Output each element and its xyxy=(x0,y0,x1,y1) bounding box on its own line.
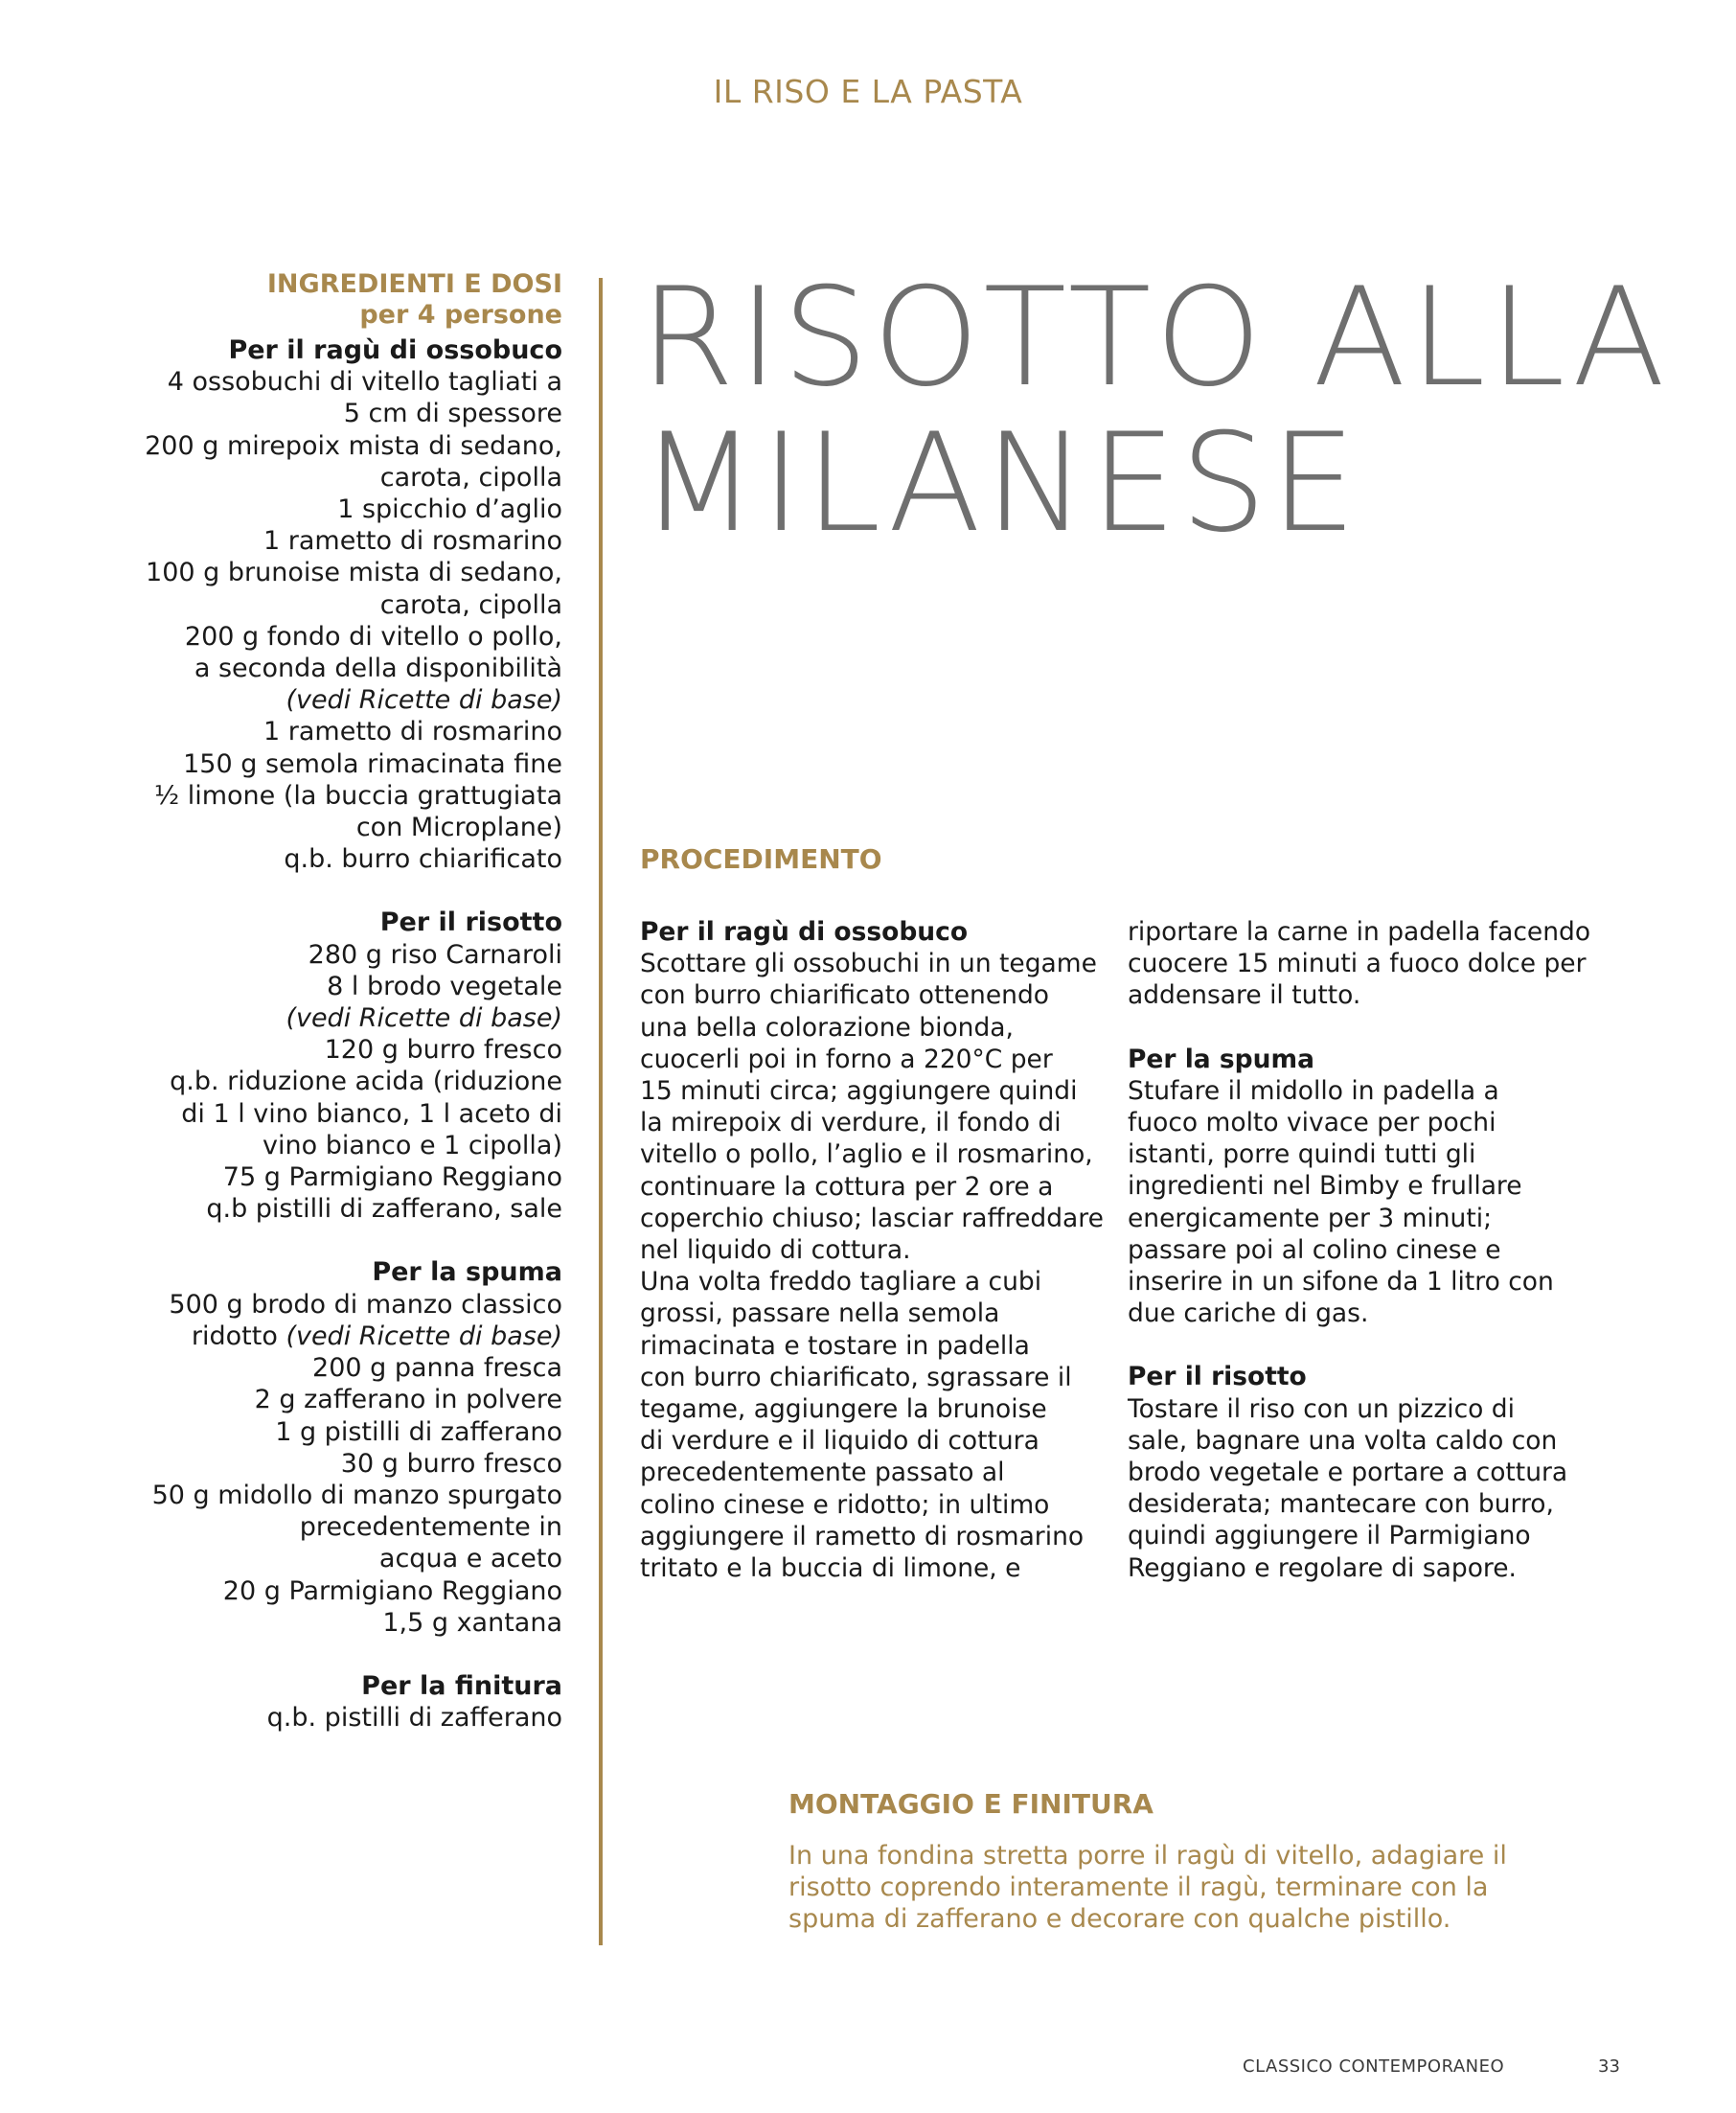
ragu-ingredient-line: 200 g mirepoix mista di sedano, xyxy=(145,430,562,461)
spuma-step-line: passare poi al colino cinese e xyxy=(1128,1234,1501,1265)
ragu-ingredient-line: (vedi Ricette di base) xyxy=(286,685,562,716)
procedimento-column-2 xyxy=(1128,916,1626,1584)
ragu-ingredient-line: 1 spicchio d’aglio xyxy=(337,494,562,525)
ragu-step-line: Scottare gli ossobuchi in un tegame xyxy=(640,949,1097,979)
ragu-step-line: cuocerli poi in forno a 220°C per xyxy=(640,1044,1053,1074)
ragu-step-line: vitello o pollo, l’aglio e il rosmarino, xyxy=(640,1139,1093,1170)
spuma-step-line: energicamente per 3 minuti; xyxy=(1128,1203,1493,1233)
spuma-step-line: fuoco molto vivace per pochi xyxy=(1128,1108,1496,1138)
spuma-ingredient-line: 30 g burro fresco xyxy=(340,1448,562,1479)
procedimento-heading: PROCEDIMENTO xyxy=(640,843,882,875)
risotto-ingredient-line: 75 g Parmigiano Reggiano xyxy=(222,1162,562,1193)
montaggio-line: In una fondina stretta porre il ragù di vitello, adagiare il xyxy=(788,1841,1507,1871)
ragu-ingredient-line: 1 rametto di rosmarino xyxy=(263,717,562,747)
montaggio-line: risotto coprendo interamente il ragù, terminare con la xyxy=(788,1872,1489,1903)
ragu-ingredient-line: carota, cipolla xyxy=(379,462,562,493)
ragu-ingredient-line: a seconda della disponibilità xyxy=(194,654,562,684)
ragu-step-line: colino cinese e ridotto; in ultimo xyxy=(640,1489,1050,1520)
ragu-step-line: coperchio chiuso; lasciar raffreddare xyxy=(640,1203,1104,1233)
ragu-ingredient-line: con Microplane) xyxy=(355,813,562,843)
spuma-ingredient-line: precedentemente in xyxy=(299,1512,562,1543)
ragu-ingredient-line: q.b. burro chiarificato xyxy=(284,844,562,875)
ragu-step-line: tegame, aggiungere la brunoise xyxy=(640,1394,1047,1425)
spuma-ingredient-line: acqua e aceto xyxy=(378,1544,562,1574)
spuma-ingredient-line: 1,5 g xantana xyxy=(382,1607,562,1638)
recipe-title xyxy=(640,259,1713,563)
spuma-step-line: ingredienti nel Bimby e frullare xyxy=(1128,1171,1522,1202)
ragu-step-line: addensare il tutto. xyxy=(1128,980,1361,1011)
ingredients-column xyxy=(26,269,562,1734)
risotto-ingredient-line: 280 g riso Carnaroli xyxy=(308,939,562,970)
risotto-ingredient-line: vino bianco e 1 cipolla) xyxy=(263,1130,562,1160)
recipe-title-line: MILANESE xyxy=(640,404,1360,563)
montaggio-heading: MONTAGGIO E FINITURA xyxy=(788,1788,1154,1820)
ragu-step-line: di verdure e il liquido di cottura xyxy=(640,1426,1039,1457)
risotto-step-line: sale, bagnare una volta caldo con xyxy=(1128,1425,1558,1456)
spuma-ingredient-line: 50 g midollo di manzo spurgato xyxy=(151,1480,562,1510)
vertical-divider xyxy=(599,278,603,1945)
risotto-ingredient-line: q.b. riduzione acida (riduzione xyxy=(170,1067,562,1097)
ragu-step-line: 15 minuti circa; aggiungere quindi xyxy=(640,1076,1078,1107)
spuma-ingredient-line: 500 g brodo di manzo classico xyxy=(169,1289,562,1320)
ragu-ingredient-line: 150 g semola rimacinata fine xyxy=(183,748,562,779)
risotto-step-line: desiderata; mantecare con burro, xyxy=(1128,1489,1554,1520)
servings-label: per 4 persone xyxy=(359,300,562,330)
page-number: 33 xyxy=(1598,2056,1620,2077)
risotto-step-line: quindi aggiungere il Parmigiano xyxy=(1128,1521,1531,1551)
ragu-ingredient-line: 1 rametto di rosmarino xyxy=(263,526,562,557)
spuma-ingredient-reference: (vedi Ricette di base) xyxy=(286,1321,562,1351)
risotto-ingredient-line: 120 g burro fresco xyxy=(324,1035,562,1066)
montaggio-text xyxy=(788,1840,1574,1936)
spuma-ingredient-text: ridotto xyxy=(191,1321,286,1351)
spuma-steps-title: Per la spuma xyxy=(1128,1044,1314,1074)
ragu-ingredient-line: 200 g fondo di vitello o pollo, xyxy=(184,621,562,652)
ragu-ingredient-line: 4 ossobuchi di vitello tagliati a xyxy=(167,367,562,398)
ragu-step-line: la mirepoix di verdure, il fondo di xyxy=(640,1108,1062,1138)
ragu-ingredient-line: ½ limone (la buccia grattugiata xyxy=(153,780,562,811)
ragu-step-line: con burro chiarificato, sgrassare il xyxy=(640,1362,1072,1392)
spuma-step-line: istanti, porre quindi tutti gli xyxy=(1128,1139,1476,1170)
risotto-ingredient-line: (vedi Ricette di base) xyxy=(286,1003,562,1034)
montaggio-line: spuma di zafferano e decorare con qualche pistillo. xyxy=(788,1904,1451,1935)
ragu-step-line: rimacinata e tostare in padella xyxy=(640,1330,1030,1361)
ragu-step-line: aggiungere il rametto di rosmarino xyxy=(640,1521,1085,1551)
ragu-step-line: continuare la cottura per 2 ore a xyxy=(640,1171,1054,1202)
risotto-step-line: Tostare il riso con un pizzico di xyxy=(1128,1393,1515,1424)
spuma-ingredient-line: 1 g pistilli di zafferano xyxy=(275,1416,562,1447)
ragu-step-line: una bella colorazione bionda, xyxy=(640,1012,1014,1043)
spuma-ingredient-line: 20 g Parmigiano Reggiano xyxy=(222,1575,562,1606)
risotto-ingredients-title: Per il risotto xyxy=(379,907,562,938)
recipe-title-line: RISOTTO ALLA xyxy=(640,259,1670,417)
spuma-ingredients-title: Per la spuma xyxy=(372,1257,562,1288)
section-header: IL RISO E LA PASTA xyxy=(713,73,1023,110)
ragu-step-line: nel liquido di cottura. xyxy=(640,1235,911,1266)
ragu-ingredient-line: 5 cm di spessore xyxy=(343,399,562,429)
ragu-ingredient-line: carota, cipolla xyxy=(379,589,562,620)
spuma-ingredient-line: 200 g panna fresca xyxy=(312,1353,562,1384)
ragu-step-line: Una volta freddo tagliare a cubi xyxy=(640,1267,1042,1298)
ragu-step-line: riportare la carne in padella facendo xyxy=(1128,917,1591,947)
spuma-step-line: inserire in un sifone da 1 litro con xyxy=(1128,1267,1554,1298)
risotto-ingredient-line: di 1 l vino bianco, 1 l aceto di xyxy=(181,1098,562,1129)
spuma-ingredient-line: 2 g zafferano in polvere xyxy=(254,1385,562,1415)
spuma-step-line: due cariche di gas. xyxy=(1128,1298,1369,1329)
ragu-steps-title: Per il ragù di ossobuco xyxy=(640,917,969,947)
risotto-step-line: Reggiano e regolare di sapore. xyxy=(1128,1552,1517,1583)
procedimento-column-1 xyxy=(640,916,1119,1584)
risotto-ingredient-line: 8 l brodo vegetale xyxy=(327,971,562,1001)
spuma-ingredient-line xyxy=(26,1321,562,1352)
footer-book-title: CLASSICO CONTEMPORANEO xyxy=(1243,2056,1505,2077)
spuma-step-line: Stufare il midollo in padella a xyxy=(1128,1075,1499,1106)
ragu-step-line: tritato e la buccia di limone, e xyxy=(640,1553,1021,1584)
ragu-ingredients-title: Per il ragù di ossobuco xyxy=(228,335,562,365)
ragu-ingredient-line: 100 g brunoise mista di sedano, xyxy=(146,558,562,588)
ingredients-heading: INGREDIENTI E DOSI xyxy=(266,269,562,299)
risotto-ingredient-line: q.b pistilli di zafferano, sale xyxy=(206,1194,562,1225)
ragu-step-line: precedentemente passato al xyxy=(640,1458,1005,1488)
ragu-step-line: cuocere 15 minuti a fuoco dolce per xyxy=(1128,949,1587,979)
risotto-steps-title: Per il risotto xyxy=(1128,1362,1307,1392)
risotto-step-line: brodo vegetale e portare a cottura xyxy=(1128,1458,1568,1488)
ragu-step-line: grossi, passare nella semola xyxy=(640,1298,1000,1329)
finitura-ingredients-title: Per la finitura xyxy=(361,1670,562,1701)
finitura-ingredient-line: q.b. pistilli di zafferano xyxy=(266,1703,562,1734)
ragu-step-line: con burro chiarificato ottenendo xyxy=(640,980,1049,1011)
